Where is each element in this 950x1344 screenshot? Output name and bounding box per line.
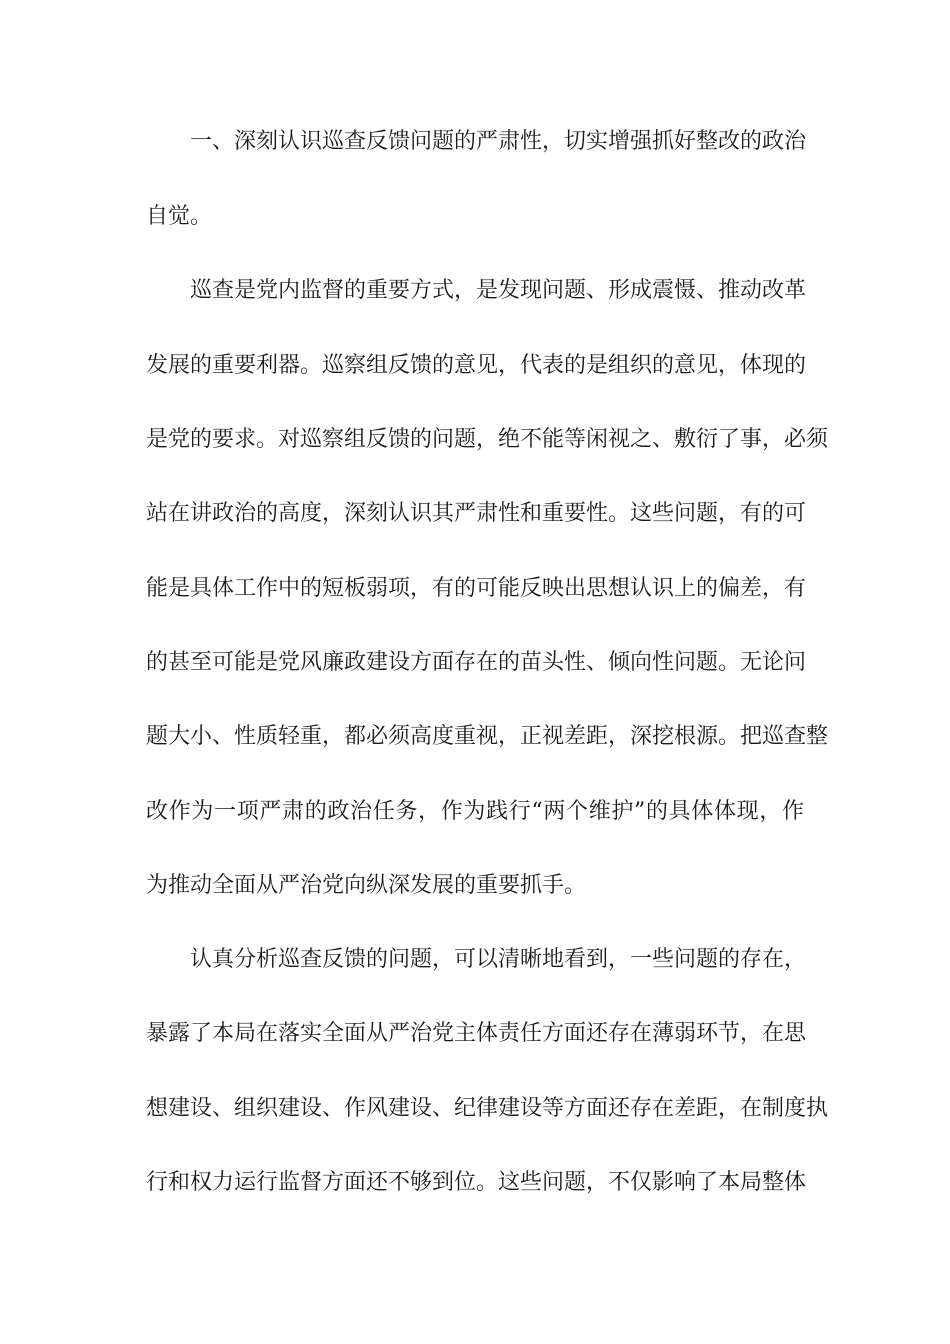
paragraph1-line-3: 是党的要求。对巡察组反馈的问题，绝不能等闲视之、敷衍了事，必须 (146, 427, 829, 452)
paragraph2-line-4: 行和权力运行监督方面还不够到位。这些问题，不仅影响了本局整体 (146, 1170, 807, 1195)
section-heading-line-1: 一、深刻认识巡查反馈问题的严肃性，切实增强抓好整改的政治 (190, 129, 807, 154)
section-heading-line-2: 自觉。 (146, 204, 213, 229)
paragraph1-line-9: 为推动全面从严治党向纵深发展的重要抓手。 (146, 873, 587, 898)
paragraph2-line-1: 认真分析巡查反馈的问题，可以清晰地看到，一些问题的存在， (190, 947, 807, 972)
paragraph1-line-2: 发展的重要利器。巡察组反馈的意见，代表的是组织的意见，体现的 (146, 353, 807, 378)
paragraph2-line-3: 想建设、组织建设、作风建设、纪律建设等方面还存在差距，在制度执 (146, 1096, 829, 1121)
paragraph1-line-7: 题大小、性质轻重，都必须高度重视，正视差距，深挖根源。把巡查整 (146, 724, 829, 749)
paragraph1-line-5: 能是具体工作中的短板弱项，有的可能反映出思想认识上的偏差，有 (146, 576, 807, 601)
paragraph1-line-4: 站在讲政治的高度，深刻认识其严肃性和重要性。这些问题，有的可 (146, 501, 807, 526)
paragraph2-line-2: 暴露了本局在落实全面从严治党主体责任方面还存在薄弱环节，在思 (146, 1021, 807, 1046)
paragraph1-line-1: 巡查是党内监督的重要方式，是发现问题、形成震慑、推动改革 (190, 278, 807, 303)
paragraph1-line-6: 的甚至可能是党风廉政建设方面存在的苗头性、倾向性问题。无论问 (146, 650, 807, 675)
paragraph1-line-8: 改作为一项严肃的政治任务，作为践行“两个维护”的具体体现，作 (146, 799, 804, 824)
